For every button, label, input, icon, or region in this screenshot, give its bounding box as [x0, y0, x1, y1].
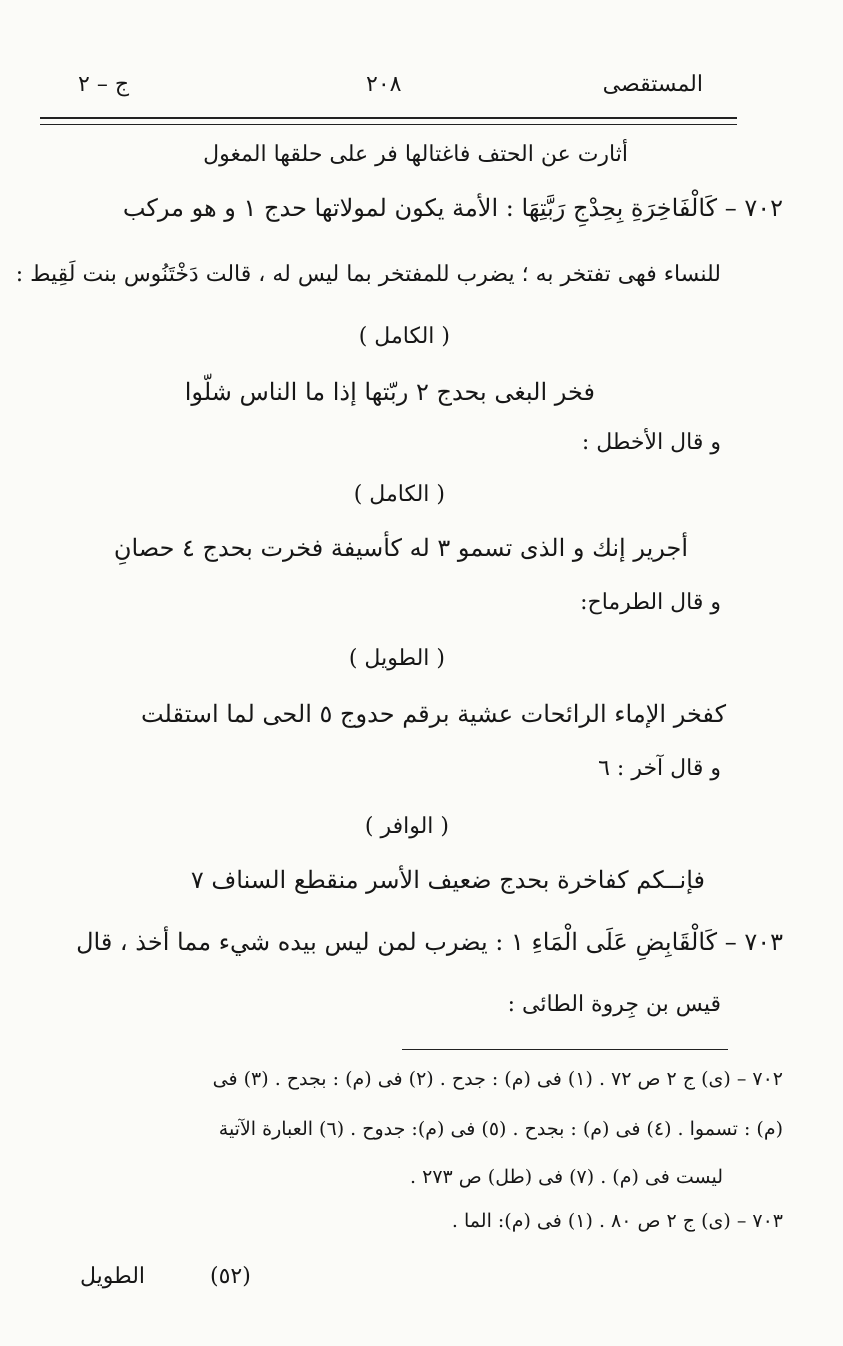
meter-label-wafir: ( الوافر ): [364, 814, 449, 839]
verse-2: أجرير إنك و الذى تسمو ٣ له كأسيفة فخرت بحدج ٤ حصانِ: [113, 534, 688, 562]
meter-label-tawil: ( الطويل ): [348, 646, 445, 671]
meter-label-kamil-1: ( الكامل ): [358, 324, 450, 349]
entry-702-text: للنساء فهى تفتخر به ؛ يضرب للمفتخر بما ليس له ، قالت دَخْتَنُوس بنت لَقِيط :: [15, 262, 721, 287]
footnote-line-4: ٧٠٣ – (ى) ج ٢ ص ٨٠ . (١) فى (م): الما .: [451, 1210, 783, 1232]
meter-label-kamil-2: ( الكامل ): [353, 482, 445, 507]
quote-intro-other: و قال آخر : ٦: [598, 756, 721, 781]
footnote-line-3: ليست فى (م) . (٧) فى (طل) ص ٢٧٣ .: [410, 1166, 723, 1188]
verse-4: فإنــكم كفاخرة بحدج ضعيف الأسر منقطع السناف ٧: [190, 866, 705, 894]
signature-mark: (٥٢): [210, 1264, 251, 1289]
footnote-line-2: (م) : تسموا . (٤) فى (م) : بجدح . (٥) فى (م): جدوح . (٦) العبارة الآتية: [218, 1118, 783, 1140]
verse-3: كفخر الإماء الرائحات عشية برقم حدوج ٥ الحى لما استقلت: [140, 700, 726, 728]
entry-703-heading: ٧٠٣ – كَالْقَابِضِ عَلَى الْمَاءِ ١ : يضرب لمن ليس بيده شيء مما أخذ ، قال: [76, 928, 783, 956]
header-rule-thin: [40, 124, 737, 125]
footnote-rule: [402, 1049, 728, 1050]
quote-intro-qays: قيس بن جِروة الطائى :: [507, 992, 721, 1017]
entry-702-heading: ٧٠٢ – كَالْفَاخِرَةِ بِحِدْجِ رَبَّتِهَا : الأمة يكون لمولاتها حدج ١ و هو مركب: [122, 194, 783, 222]
quote-intro-tirimmah: و قال الطرماح:: [580, 590, 721, 615]
volume-label: ج – ٢: [78, 72, 130, 97]
header-rule: [40, 117, 737, 119]
footnote-line-1: ٧٠٢ – (ى) ج ٢ ص ٧٢ . (١) فى (م) : جدح . (٢) فى (م) : بجدح . (٣) فى: [212, 1068, 783, 1090]
quote-intro-akhtal: و قال الأخطل :: [581, 430, 721, 455]
verse-1: فخر البغى بحدج ٢ ربّتها إذا ما الناس شلّوا: [184, 378, 595, 406]
verse-line-continuation: أثارت عن الحتف فاغتالها فر على حلقها المغول: [203, 142, 628, 167]
book-title: المستقصى: [602, 72, 703, 97]
page-number: ٢٠٨: [366, 72, 402, 97]
footer-meter-label: الطويل: [80, 1264, 146, 1289]
